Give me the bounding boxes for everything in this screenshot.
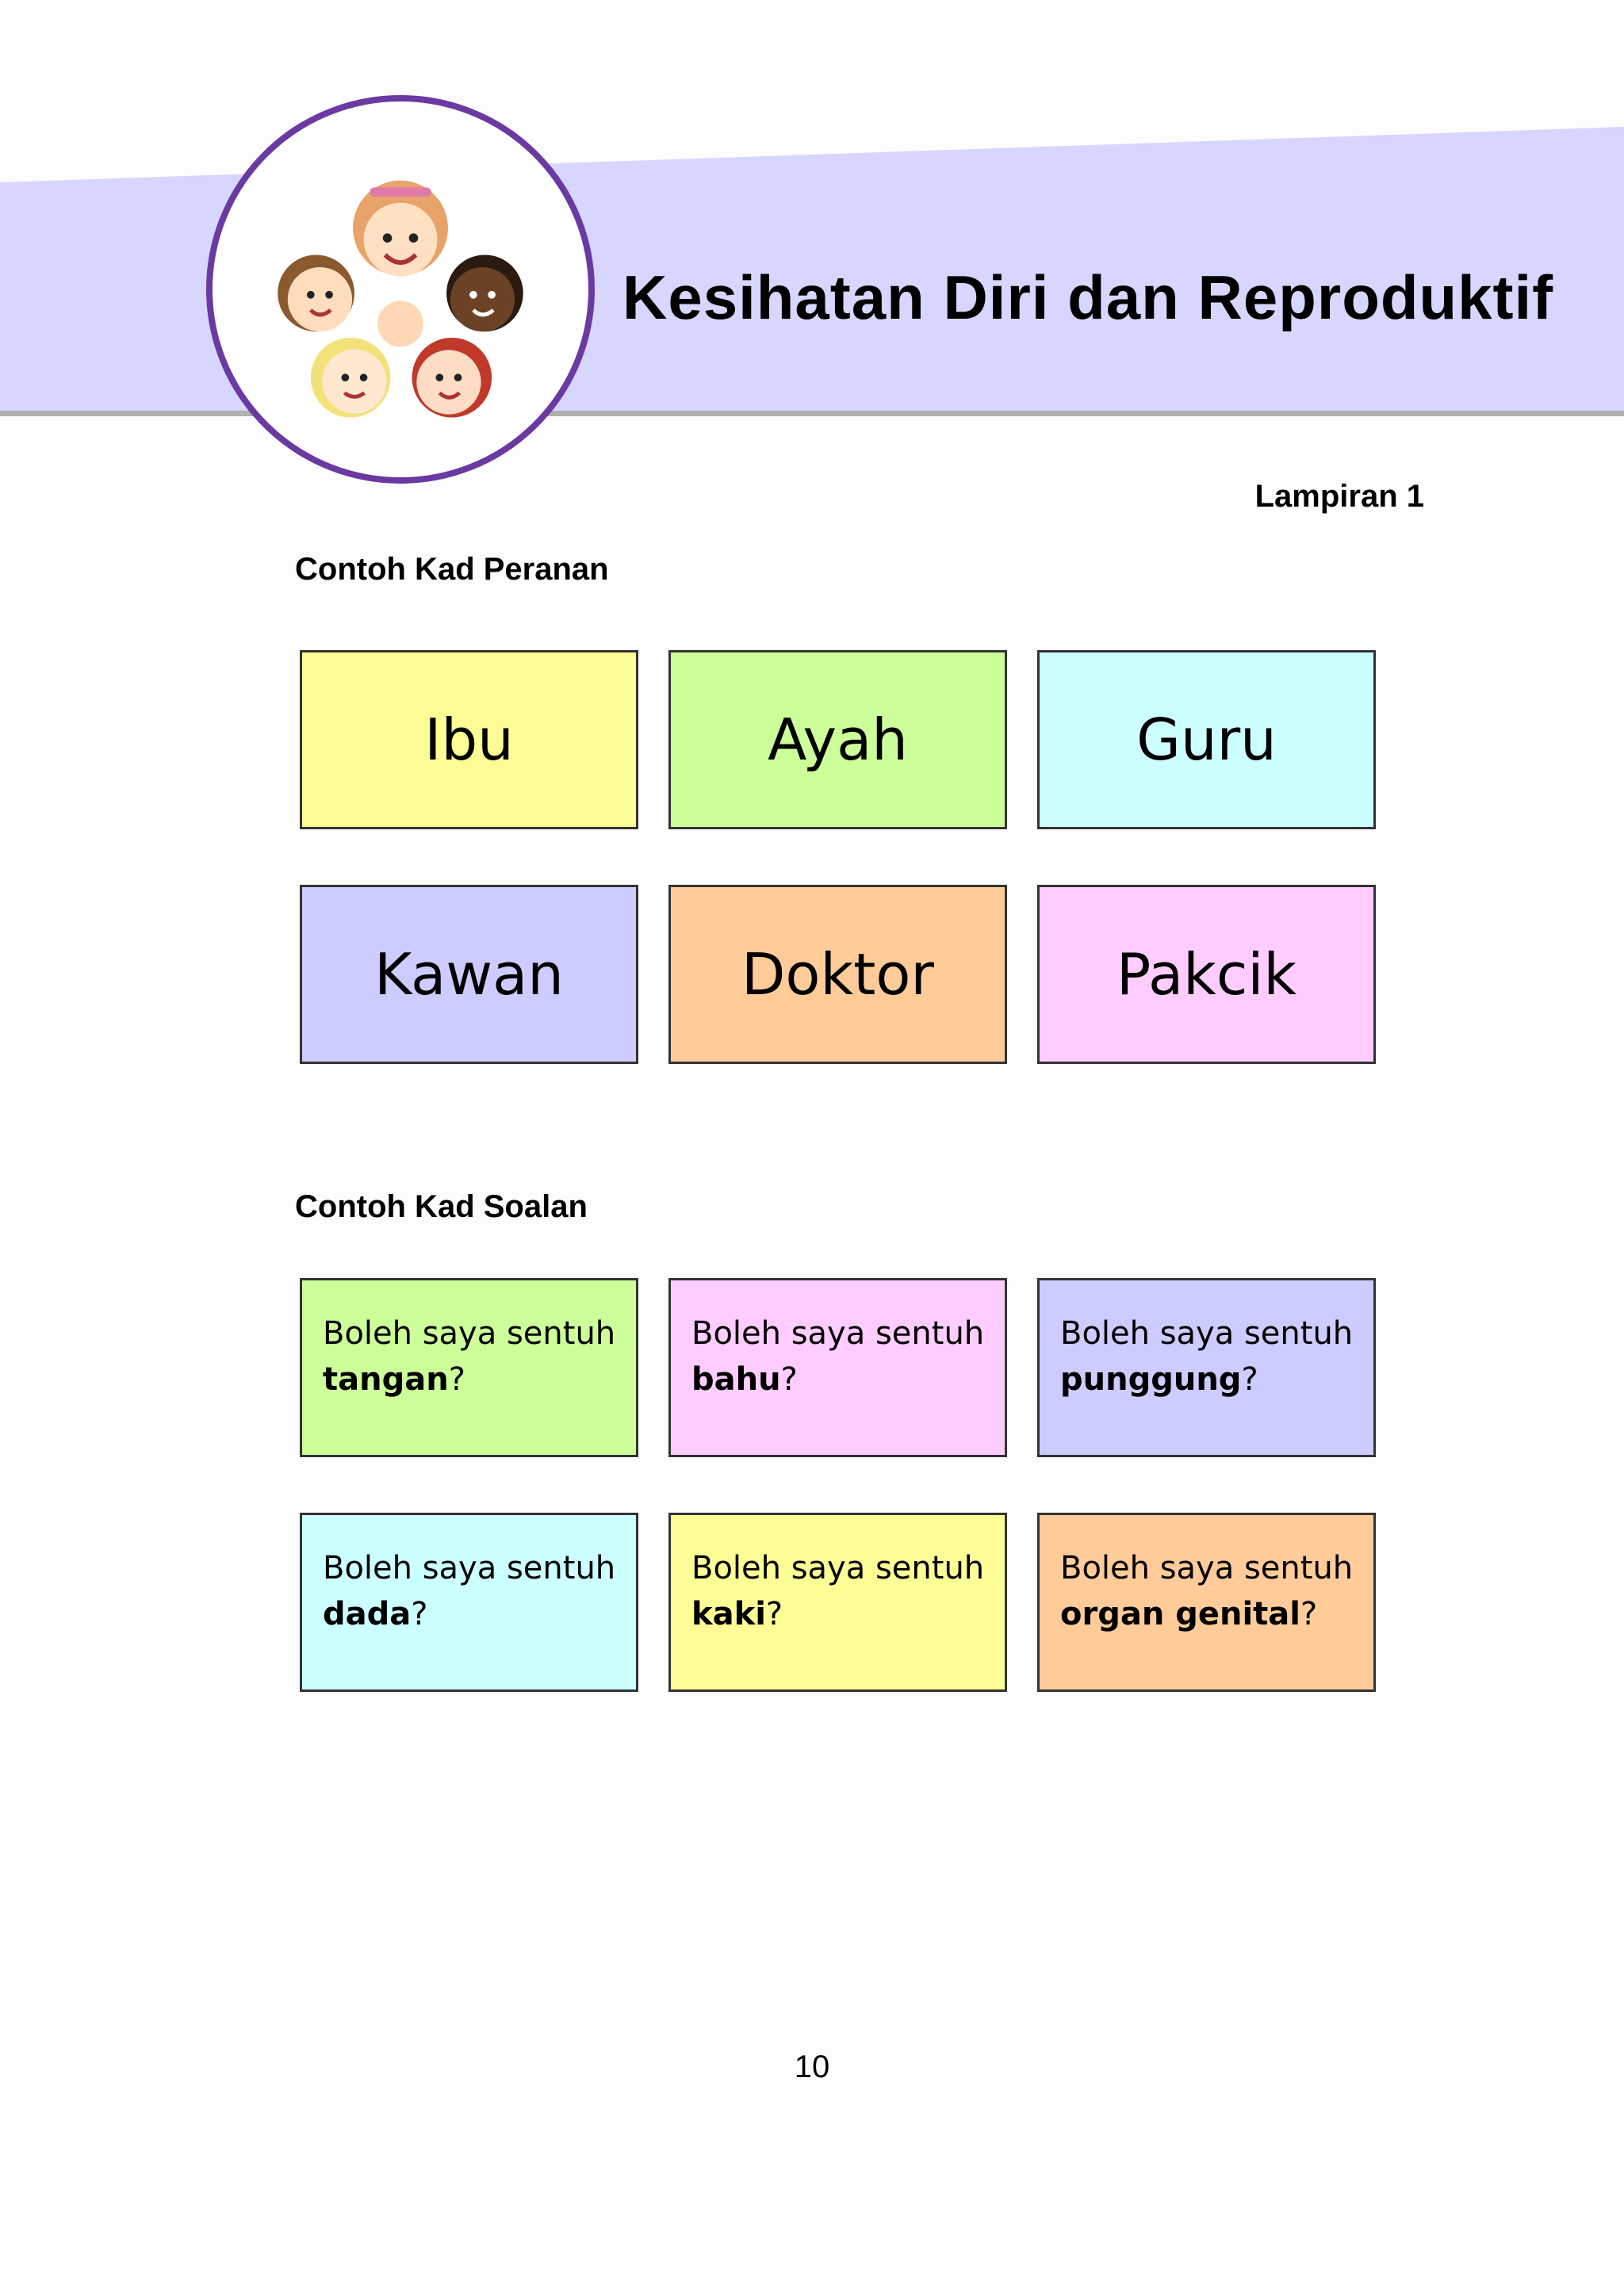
question-prefix: Boleh saya sentuh (691, 1550, 985, 1586)
question-card (668, 1513, 1007, 1692)
role-card (1037, 650, 1376, 829)
question-body-part: organ genital (1060, 1596, 1301, 1632)
question-prefix: Boleh saya sentuh (323, 1315, 616, 1352)
role-cards-grid (300, 650, 1377, 1064)
question-prefix: Boleh saya sentuh (691, 1315, 985, 1352)
question-target (323, 1357, 615, 1402)
questions-section-label: Contoh Kad Soalan (295, 1189, 588, 1224)
question-card (668, 1278, 1007, 1457)
question-prefix: Boleh saya sentuh (323, 1550, 616, 1586)
question-body-part: dada (323, 1596, 412, 1632)
question-mark: ? (780, 1361, 798, 1398)
question-mark: ? (765, 1596, 783, 1632)
question-cards-grid (300, 1278, 1377, 1692)
role-card (668, 650, 1007, 829)
role-card-label: Ibu (424, 706, 514, 773)
children-circle-icon (213, 101, 588, 477)
role-card-label: Ayah (768, 706, 908, 773)
question-prefix: Boleh saya sentuh (1060, 1315, 1354, 1352)
question-target (1060, 1591, 1353, 1637)
role-card (300, 650, 638, 829)
question-card (300, 1278, 638, 1457)
question-target (323, 1591, 615, 1637)
page-title: Kesihatan Diri dan Reproduktif (622, 262, 1554, 332)
question-body-part: tangan (323, 1361, 449, 1398)
role-card-label: Doktor (741, 941, 935, 1008)
question-target (1060, 1357, 1353, 1402)
role-card (1037, 885, 1376, 1064)
roles-section-label: Contoh Kad Peranan (295, 552, 609, 587)
question-body-part: bahu (691, 1361, 781, 1398)
question-prefix: Boleh saya sentuh (1060, 1550, 1354, 1586)
question-target (691, 1357, 984, 1402)
question-target (691, 1591, 984, 1637)
role-card (300, 885, 638, 1064)
page-number: 10 (794, 2049, 830, 2084)
role-card-label: Pakcik (1116, 941, 1297, 1008)
question-mark: ? (1241, 1361, 1258, 1398)
question-mark: ? (1300, 1596, 1318, 1632)
question-card (300, 1513, 638, 1692)
question-mark: ? (411, 1596, 428, 1632)
question-card (1037, 1513, 1376, 1692)
role-card (668, 885, 1007, 1064)
role-card-label: Guru (1136, 706, 1277, 773)
question-body-part: punggung (1060, 1361, 1242, 1398)
question-mark: ? (448, 1361, 465, 1398)
emblem (206, 95, 595, 484)
role-card-label: Kawan (374, 941, 564, 1008)
question-body-part: kaki (691, 1596, 766, 1632)
question-card (1037, 1278, 1376, 1457)
appendix-label: Lampiran 1 (1254, 479, 1424, 514)
